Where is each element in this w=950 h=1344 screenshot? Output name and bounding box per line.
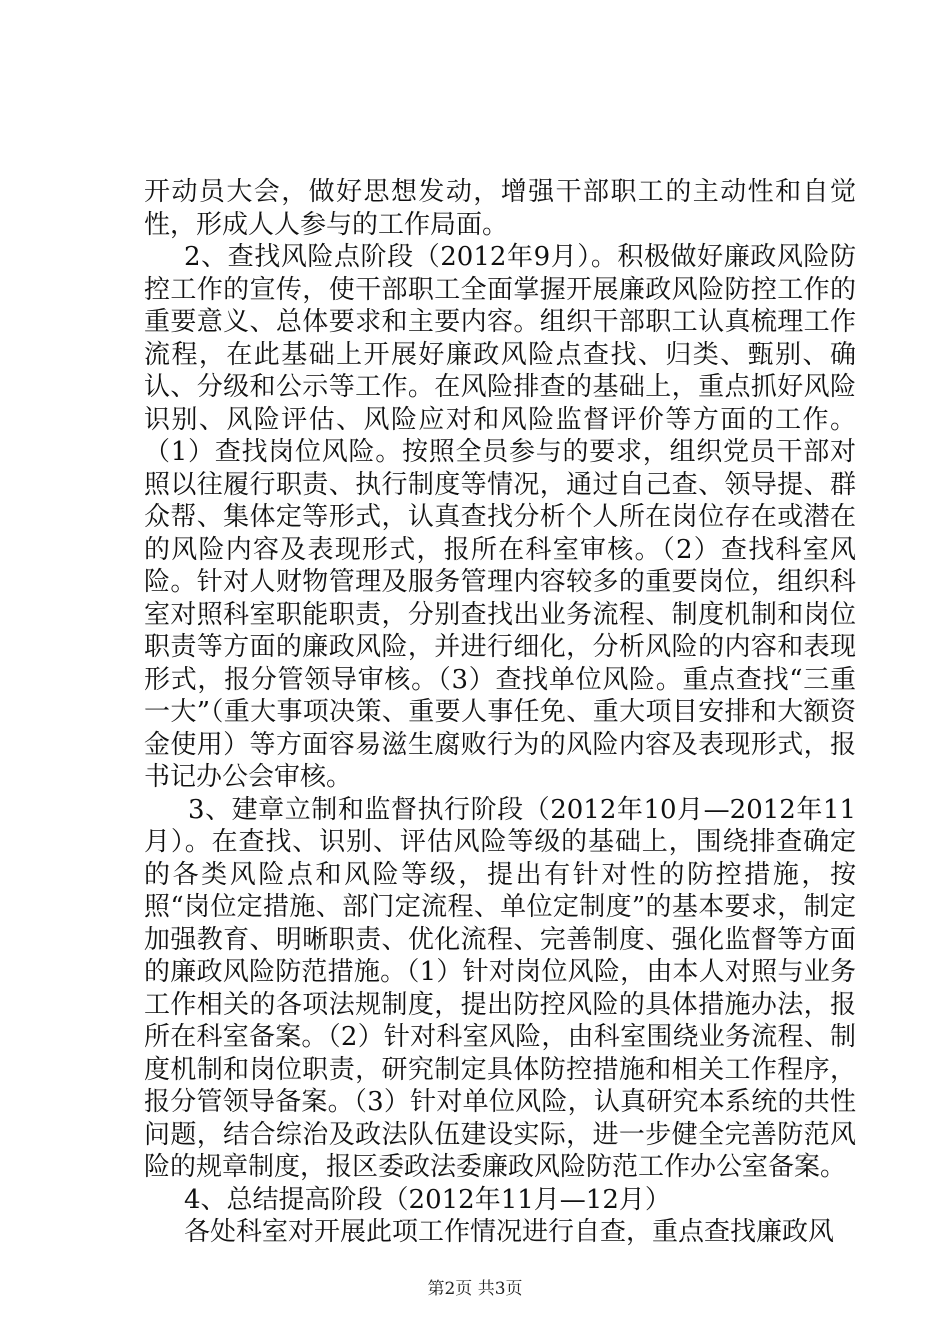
- paragraph-stage-2: 2、查找风险点阶段（2012年9月）。积极做好廉政风险防控工作的宣传，使干部职工全面掌握开展廉政风险防控工作的重要意义、总体要求和主要内容。组织干部职工认真梳理工作流程，在此基础上开展好廉政风险点查找、归类、甄别、确认、分级和公示等工作。在风险排查的基础上，重点抓好风险识别、风险评估、风险应对和风险监督评价等方面的工作。（1）查找岗位风险。按照全员参与的要求，组织党员干部对照以往履行职责、执行制度等情况，通过自己查、领导提、群众帮、集体定等形式，认真查找分析个人所在岗位存在或潜在的风险内容及表现形式，报所在科室审核。（2）查找科室风险。针对人财物管理及服务管理内容较多的重要岗位，组织科室对照科室职能职责，分别查找出业务流程、制度机制和岗位职责等方面的廉政风险，并进行细化，分析风险的内容和表现形式，报分管领导审核。（3）查找单位风险。重点查找“三重一大”（重大事项决策、重要人事任免、重大项目安排和大额资金使用）等方面容易滋生腐败行为的风险内容及表现形式，报书记办公会审核。: [144, 242, 856, 792]
- paragraph-continuation: 开动员大会，做好思想发动，增强干部职工的主动性和自觉性，形成人人参与的工作局面。: [144, 177, 856, 240]
- page-footer: [0, 1278, 950, 1300]
- page-number: 第2页 共3页: [427, 1279, 523, 1299]
- paragraph-stage-3: 3、建章立制和监督执行阶段（2012年10月—2012年11月）。在查找、识别、评估风险等级的基础上，围绕排查确定的各类风险点和风险等级，提出有针对性的防控措施，按照“岗位定措施、部门定流程、单位定制度”的基本要求，制定加强教育、明晰职责、优化流程、完善制度、强化监督等方面的廉政风险防范措施。（1）针对岗位风险，由本人对照与业务工作相关的各项法规制度，提出防控风险的具体措施办法，报所在科室备案。（2）针对科室风险，由科室围绕业务流程、制度机制和岗位职责，研究制定具体防控措施和相关工作程序，报分管领导备案。（3）针对单位风险，认真研究本系统的共性问题，结合综治及政法队伍建设实际，进一步健全完善防范风险的规章制度，报区委政法委廉政风险防范工作办公室备案。: [144, 794, 856, 1182]
- paragraph-stage-4-heading: 4、总结提高阶段（2012年11月—12月）: [184, 1184, 671, 1215]
- document-body: [144, 176, 856, 1249]
- paragraph-stage-4-body: 各处科室对开展此项工作情况进行自查，重点查找廉政风: [184, 1217, 835, 1247]
